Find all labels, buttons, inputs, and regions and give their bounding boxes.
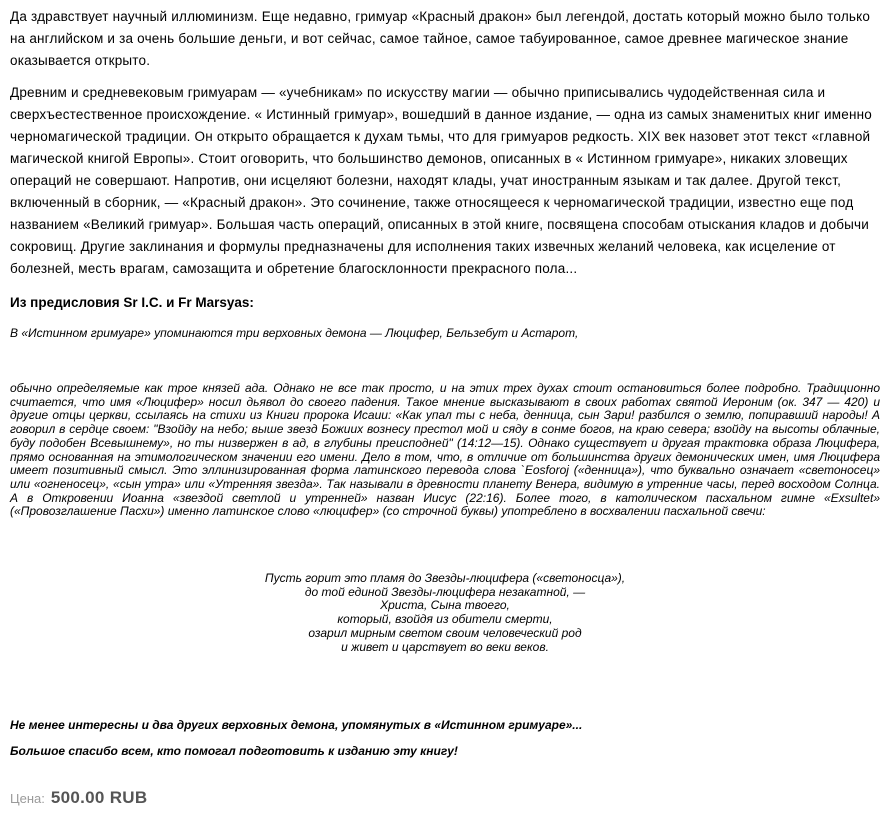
poem [10, 572, 880, 654]
price-row [10, 788, 880, 808]
note-other-demons: Не менее интересны и два других верховных демона, упомянутых в «Истинном гримуаре»... [10, 718, 583, 733]
paragraph-description: Древним и средневековым гримуарам — «учебникам» по искусству магии — обычно приписывались чудодейственная сила и сверхъестественное происхождение. « Истинный гримуар», вошедший в данное издание, — одна из самых знаменитых книг именно черномагической традиции. Он открыто обращается к духам тьмы, что для гримуаров редкость. XIX век назовет этот текст «главной магической книгой Европы». Стоит оговорить, что большинство демонов, описанных в « Истинном гримуаре», никаких зловещих операций не совершают. Напротив, они исцеляют болезни, находят клады, учат иностранным языкам и так далее. Другой текст, включенный в сборник, — «Красный дракон». Это сочинение, также относящееся к черномагической традиции, известно еще под названием «Великий гримуар». Большая часть операций, описанных в этой книге, посвящена способам отыскания кладов и добычи сокровищ. Другие заклинания и формулы предназначены для исполнения таких извечных желаний человека, как исцеление от болезней, месть врагам, самозащита и обретение благосклонности прекрасного пола... [10, 85, 872, 276]
paragraph-intro: Да здравствует научный иллюминизм. Еще недавно, гримуар «Красный дракон» был легендой, достать который можно было только на английском и за очень большие деньги, и вот сейчас, самое тайное, самое табуированное, самое древнее магическое знание оказывается открыто. [10, 9, 871, 68]
poem-line: и живет и царствует во веки веков. [341, 639, 549, 654]
preface-heading: Из предисловия Sr I.C. и Fr Marsyas: [10, 295, 254, 310]
price-value: 500.00 RUB [50, 788, 148, 808]
preface-quote-intro: В «Истинном гримуаре» упоминаются три верховных демона — Люцифер, Бельзебут и Астарот, [10, 326, 579, 340]
preface-quote-body: обычно определяемые как трое князей ада. Однако не все так просто, и на этих трех духах стоит остановиться более подробно. Традиционно считается, что имя «Люцифер» носил дьявол до своего падения. Такое мнение высказывают в своих работах святой Иероним (ок. 347 — 420) и другие отцы церкви, ссылаясь на стихи из Книги пророка Исаии: «Как упал ты с неба, денница, сын Зари! разбился о землю, попиравший народы! А говорил в сердце своем: "Взойду на небо; выше звезд Божиих вознесу престол мой и сяду в сонме богов, на краю севера; взойду на высоты облачные, буду подобен Всевышнему», но ты низвержен в ад, в глубины преисподней" (14:12—15). Однако существует и другая трактовка образа Люцифера, прямо основанная на этимологическом значении его имени. Дело в том, что, в отличие от большинства других демонических имен, имя Люцифера имеет позитивный смысл. Это эллинизированная форма латинского перевода слова `Eosforoj («денница»), что буквально означает «светоносец» или «огненосец», «сын утра» или «Утренняя звезда». Так называли в древности планету Венера, видимую в утренние часы, перед восходом Солнца. А в Откровении Иоанна «звездой светлой и утренней» назван Иисус (22:16). Более того, в католическом пасхальном гимне «Exsultet» («Провозглашение Пасхи») именно латинское слово «люцифер» (со строчной буквы) употреблено в восхвалении пасхальной свечи: [10, 381, 880, 519]
poem-line: который, взойдя из обители смерти, [337, 612, 553, 627]
poem-line: Христа, Сына твоего, [380, 598, 510, 613]
poem-line: озарил мирным светом своим человеческий род [308, 625, 582, 640]
poem-line: до той единой Звезды-люцифера незакатной, — [304, 584, 586, 599]
thanks-note: Большое спасибо всем, кто помогал подготовить к изданию эту книгу! [10, 744, 458, 759]
price-label: Цена: [10, 791, 45, 807]
poem-line: Пусть горит это пламя до Звезды-люцифера («светоносца»), [264, 571, 626, 586]
